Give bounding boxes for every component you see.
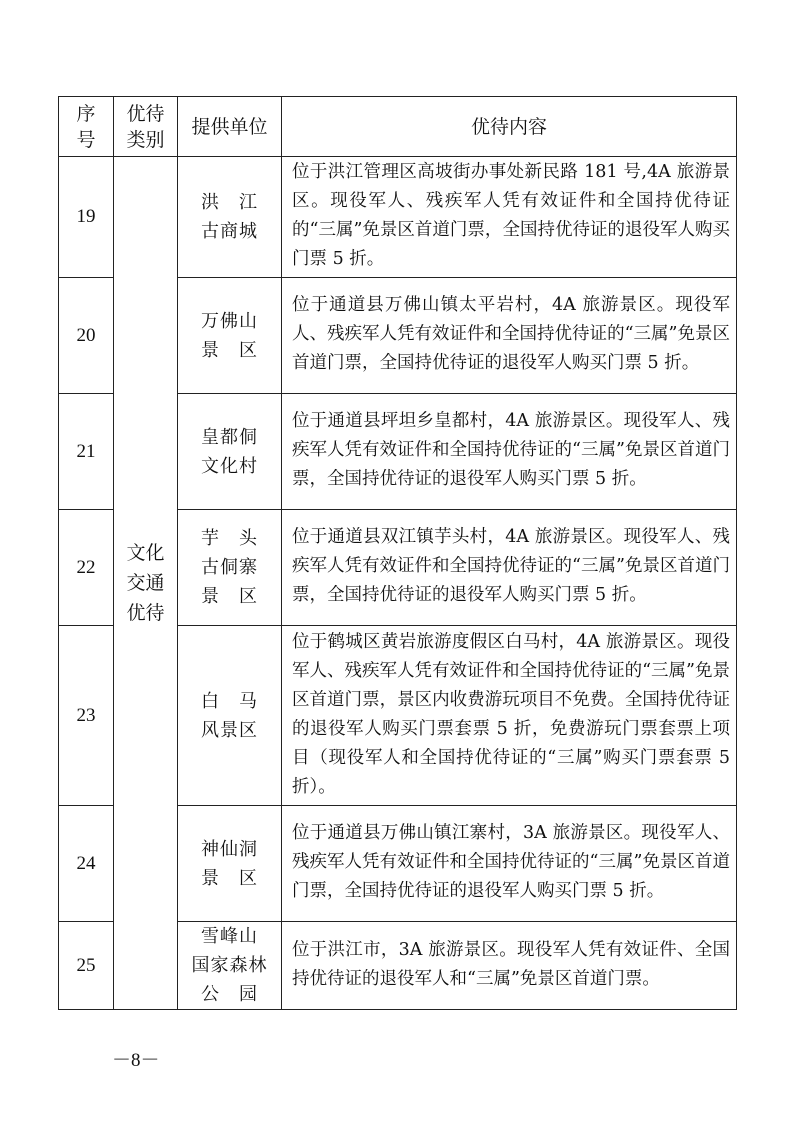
provider-line: 皇都侗 — [201, 426, 258, 448]
page-number: －8－ — [112, 1050, 160, 1071]
provider-line: 万佛山 — [201, 310, 258, 332]
provider-line: 古商城 — [201, 221, 258, 242]
header-serial-number — [59, 97, 114, 157]
provider-cell — [178, 510, 282, 626]
category-cell — [114, 157, 178, 1010]
provider-line: 景 区 — [201, 586, 258, 607]
provider-cell — [178, 922, 282, 1010]
content-cell: 位于通道县坪坦乡皇都村，4A 旅游景区。现役军人、残疾军人凭有效证件和全国持优待证的“三属”免景区首道门票，全国持优待证的退役军人购买门票 5 折。 — [282, 394, 737, 510]
provider-line: 神仙洞 — [201, 838, 258, 860]
provider-cell — [178, 394, 282, 510]
content-cell: 位于通道县万佛山镇江寨村，3A 旅游景区。现役军人、残疾军人凭有效证件和全国持优待证的“三属”免景区首道门票，全国持优待证的退役军人购买门票 5 折。 — [282, 806, 737, 922]
provider-line: 洪 江 — [201, 192, 258, 213]
content-cell: 位于鹤城区黄岩旅游度假区白马村，4A 旅游景区。现役军人、残疾军人凭有效证件和全国持优待证的“三属”免景区首道门票，景区内收费游玩项目不免费。全国持优待证的退役军人购买门票套票 5 折，免费游玩门票套票上项目（现役军人和全国持优待证的“三属”购买门票套票 5 折）。 — [282, 626, 737, 806]
provider-line: 景 区 — [201, 867, 258, 889]
content-cell: 位于通道县万佛山镇太平岩村，4A 旅游景区。现役军人、残疾军人凭有效证件和全国持优待证的“三属”免景区首道门票，全国持优待证的退役军人购买门票 5 折。 — [282, 278, 737, 394]
header-serial-line-1: 序 — [76, 102, 96, 125]
category-line: 交通 — [126, 572, 165, 594]
provider-line: 芋 头 — [201, 528, 258, 549]
row-number: 23 — [59, 626, 114, 806]
table-header-row — [59, 97, 737, 157]
header-serial-line-2: 号 — [76, 128, 96, 151]
content-cell: 位于通道县双江镇芋头村，4A 旅游景区。现役军人、残疾军人凭有效证件和全国持优待证的“三属”免景区首道门票，全国持优待证的退役军人购买门票 5 折。 — [282, 510, 737, 626]
header-category — [114, 97, 178, 157]
benefits-table — [58, 96, 737, 1010]
provider-line: 公 园 — [201, 984, 258, 1005]
provider-line: 国家森林 — [191, 955, 268, 976]
provider-cell — [178, 806, 282, 922]
row-number: 21 — [59, 394, 114, 510]
header-category-line-2: 类别 — [126, 128, 165, 151]
header-provider: 提供单位 — [178, 97, 282, 157]
provider-cell — [178, 626, 282, 806]
category-line: 优待 — [126, 602, 165, 624]
row-number: 22 — [59, 510, 114, 626]
provider-cell — [178, 278, 282, 394]
row-number: 19 — [59, 157, 114, 278]
category-line: 文化 — [126, 542, 165, 564]
header-content: 优待内容 — [282, 97, 737, 157]
provider-line: 景 区 — [201, 339, 258, 361]
row-number: 25 — [59, 922, 114, 1010]
content-cell: 位于洪江市，3A 旅游景区。现役军人凭有效证件、全国持优待证的退役军人和“三属”免景区首道门票。 — [282, 922, 737, 1010]
provider-line: 古侗寨 — [201, 557, 258, 578]
provider-line: 风景区 — [201, 719, 258, 741]
content-cell: 位于洪江管理区高坡街办事处新民路 181 号,4A 旅游景区。现役军人、残疾军人凭有效证件和全国持优待证的“三属”免景区首道门票，全国持优待证的退役军人购买门票 5 折。 — [282, 157, 737, 278]
header-category-line-1: 优待 — [126, 102, 165, 125]
row-number: 20 — [59, 278, 114, 394]
table-row — [59, 157, 737, 278]
provider-line: 雪峰山 — [201, 926, 258, 947]
provider-cell — [178, 157, 282, 278]
provider-line: 白 马 — [201, 690, 258, 712]
row-number: 24 — [59, 806, 114, 922]
provider-line: 文化村 — [201, 455, 258, 477]
